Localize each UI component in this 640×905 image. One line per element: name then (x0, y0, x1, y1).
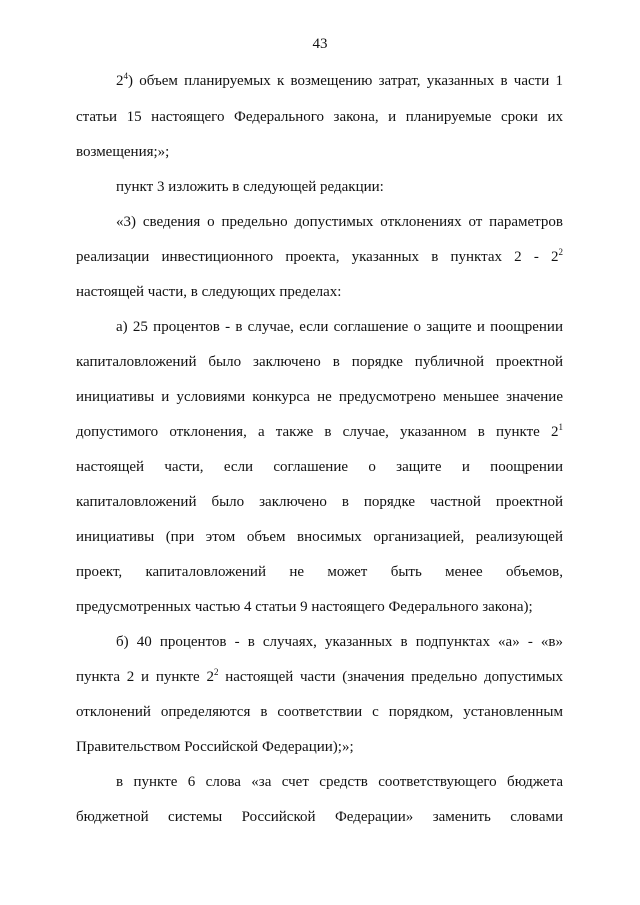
text-line: реализации инвестиционного проекта, указанных в пунктах $2 - 2^2$ (76, 247, 563, 265)
text-line: отклонений определяются в соответствии с порядком, установленным (76, 704, 563, 720)
text-line: возмещения;»; (76, 144, 170, 160)
text-line: проект, капиталовложений не может быть менее объемов, (76, 564, 563, 580)
text-line: в пункте 6 слова «за счет средств соответствующего бюджета (116, 774, 563, 790)
text-line: Правительством Российской Федерации);»; (76, 739, 354, 755)
text-line: бюджетной системы Российской Федерации» заменить словами (76, 809, 563, 825)
text-line: пункта 2 и пункте $2^2$ настоящей части (значения предельно допустимых (76, 667, 563, 685)
text-line: инициативы и условиями конкурса не предусмотрено меньшее значение (76, 389, 563, 405)
text-line: предусмотренных частью 4 статьи 9 настоящего Федерального закона); (76, 599, 533, 615)
text-line: допустимого отклонения, а также в случае, указанном в пункте $2^1$ (76, 422, 563, 440)
text-line: статьи 15 настоящего Федерального закона, и планируемые сроки их (76, 109, 563, 125)
text-line: инициативы (при этом объем вносимых организацией, реализующей (76, 529, 563, 545)
text-line: б) 40 процентов - в случаях, указанных в подпунктах «а» - «в» (116, 634, 563, 650)
text-line: а) 25 процентов - в случае, если соглашение о защите и поощрении (116, 319, 563, 335)
text-line: настоящей части, если соглашение о защите и поощрении (76, 459, 563, 475)
text-line: капиталовложений было заключено в порядке частной проектной (76, 494, 563, 510)
text-line: «3) сведения о предельно допустимых отклонениях от параметров (116, 214, 563, 230)
text-line: пункт 3 изложить в следующей редакции: (116, 179, 384, 195)
text-line: капиталовложений было заключено в порядке публичной проектной (76, 354, 563, 370)
text-line: настоящей части, в следующих пределах: (76, 284, 342, 300)
text-line: $2^4$) объем планируемых к возмещению затрат, указанных в части 1 (116, 71, 563, 89)
page-number: 43 (312, 36, 328, 52)
